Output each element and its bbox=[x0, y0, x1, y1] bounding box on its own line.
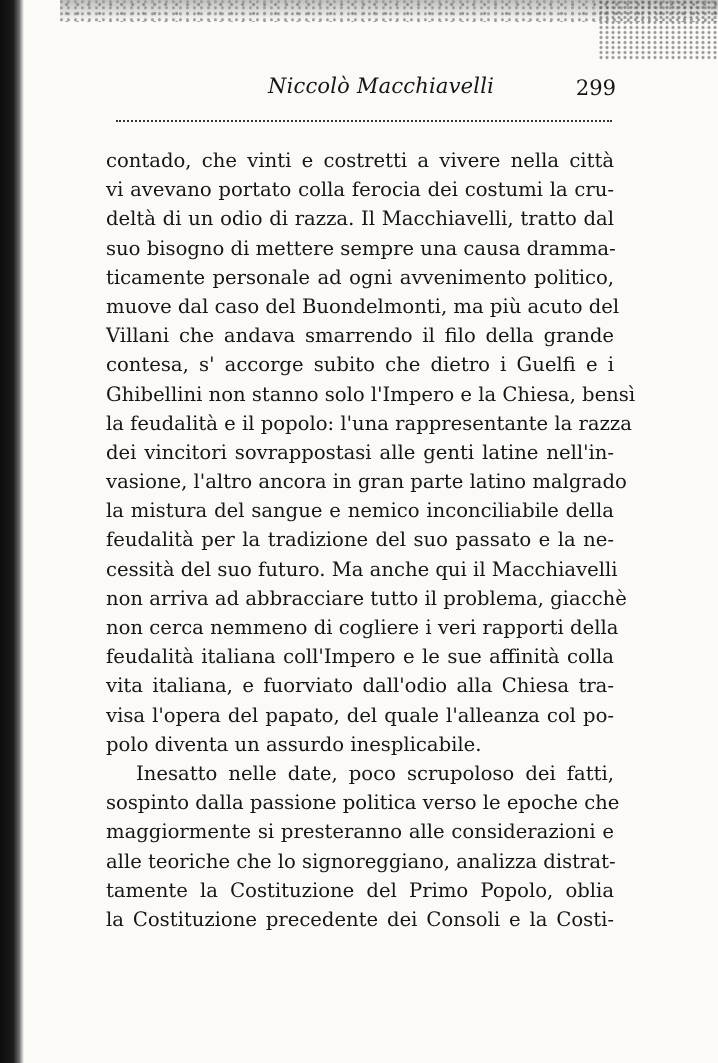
text-line: feudalità per la tradizione del suo passato e la ne- bbox=[106, 528, 614, 552]
text-line: non cerca nemmeno di cogliere i veri rapporti della bbox=[106, 616, 619, 639]
text-line: visa l'opera del papato, del quale l'alleanza col po- bbox=[106, 703, 614, 727]
text-line: ticamente personale ad ogni avvenimento politico, bbox=[106, 265, 614, 289]
body-text bbox=[106, 146, 636, 934]
page-number: 299 bbox=[575, 76, 616, 100]
text-line: non arriva ad abbracciare tutto il problema, giacchè bbox=[106, 586, 627, 610]
text-line: alle teoriche che lo signoreggiano, analizza distrat- bbox=[106, 849, 616, 873]
paragraph-start-line: Inesatto nelle date, poco scrupoloso dei fatti, bbox=[136, 761, 614, 785]
text-line: la Costituzione precedente dei Consoli e la Costi- bbox=[106, 907, 614, 931]
text-line: deltà di un odio di razza. Il Macchiavelli, tratto dal bbox=[106, 207, 614, 231]
header-rule bbox=[116, 120, 612, 122]
text-line: dei vincitori sovrappostasi alle genti latine nell'in- bbox=[106, 440, 614, 464]
page-header bbox=[104, 72, 616, 106]
text-line: Ghibellini non stanno solo l'Impero e la Chiesa, bensì bbox=[106, 382, 636, 406]
text-line: vi avevano portato colla ferocia dei costumi la cru- bbox=[106, 178, 614, 202]
text-line: la feudalità e il popolo: l'una rappresentante la razza bbox=[106, 411, 632, 435]
text-line: maggiormente si presteranno alle considerazioni e bbox=[106, 820, 614, 844]
text-line: sospinto dalla passione politica verso le epoche che bbox=[106, 791, 620, 815]
book-spine-shadow bbox=[0, 0, 24, 1063]
text-line: contesa, s' accorge subito che dietro i Guelfi e i bbox=[106, 353, 614, 377]
page-corner-wear bbox=[598, 0, 718, 60]
text-line: tamente la Costituzione del Primo Popolo, oblia bbox=[106, 878, 614, 902]
text-line: Villani che andava smarrendo il filo della grande bbox=[106, 324, 614, 348]
text-line: vasione, l'altro ancora in gran parte latino malgrado bbox=[106, 470, 627, 494]
text-line: vita italiana, e fuorviato dall'odio alla Chiesa tra- bbox=[106, 674, 614, 698]
text-line: contado, che vinti e costretti a vivere nella città bbox=[106, 149, 614, 172]
running-title: Niccolò Macchiavelli bbox=[268, 74, 495, 98]
text-line: cessità del suo futuro. Ma anche qui il Macchiavelli bbox=[106, 557, 618, 581]
text-line: la mistura del sangue e nemico inconciliabile della bbox=[106, 499, 614, 523]
text-line: feudalità italiana coll'Impero e le sue affinità colla bbox=[106, 645, 614, 669]
paragraph-end-line: polo diventa un assurdo inesplicabile. bbox=[106, 732, 482, 756]
text-line: muove dal caso del Buondelmonti, ma più acuto del bbox=[106, 294, 620, 318]
text-line: suo bisogno di mettere sempre una causa dramma- bbox=[106, 236, 616, 260]
